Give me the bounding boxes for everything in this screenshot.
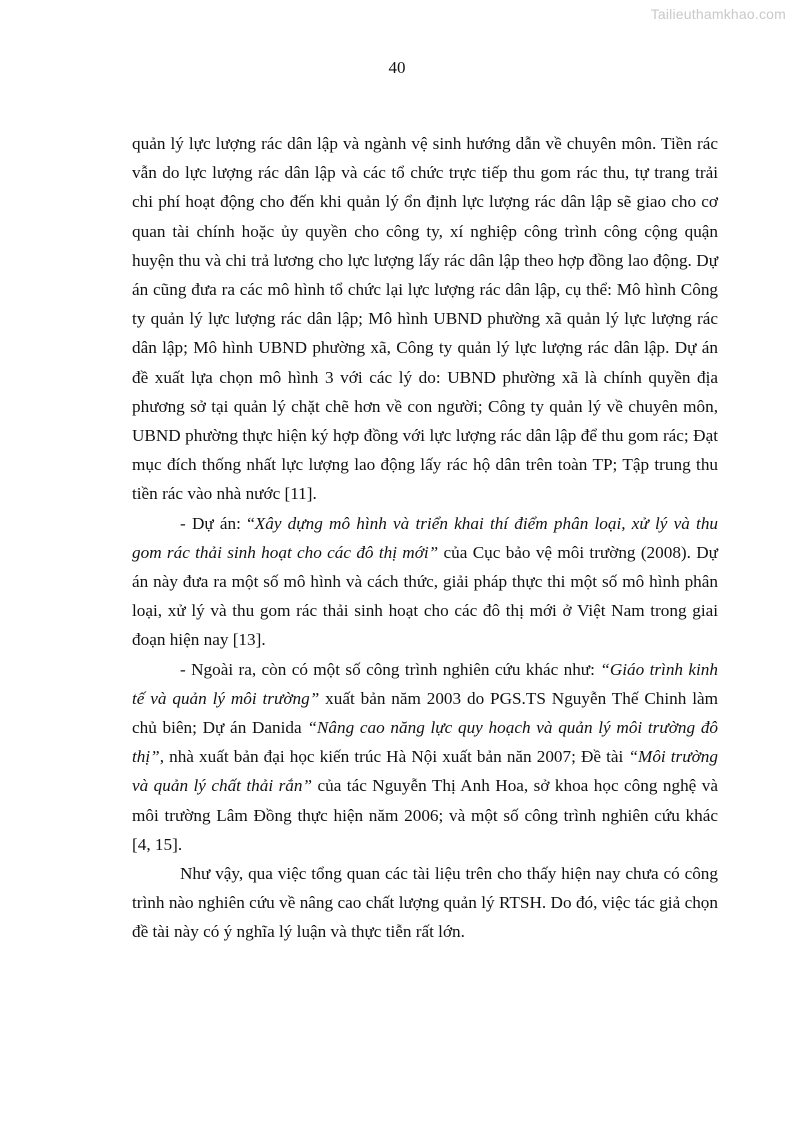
text-line: Công ty quản lý lực lượng rác dân lập. Dự án đề xuất lựa chọn mô hình 3 với bbox=[132, 338, 719, 387]
paragraph-text: , nhà xuất bản đại học kiến trúc Hà Nội xuất bản năn 2007; Đề tài bbox=[159, 747, 629, 767]
work-title: “Giáo trình kinh tế và quản lý môi trường” bbox=[132, 659, 718, 708]
paragraph-1 bbox=[132, 129, 718, 509]
text-line: Tiền rác vẫn do lực lượng rác dân lập và các tổ chức trực tiếp thu gom rác thu, bbox=[132, 134, 718, 183]
paragraph-3 bbox=[132, 655, 718, 859]
text-line: các lý do: UBND phường xã là chính quyền địa phương sở tại quản lý chặt bbox=[132, 367, 719, 416]
paragraph-4 bbox=[132, 859, 718, 947]
text-line: rác vào nhà nước [11]. bbox=[162, 484, 317, 504]
text-line: lập sẽ giao cho cơ quan tài chính hoặc ủy quyền cho công ty, xí nghiệp công bbox=[132, 192, 718, 241]
text-line: UBND phường xã quản lý lực lượng rác dân lập; Mô hình UBND phường xã, bbox=[132, 309, 718, 358]
page-number: 40 bbox=[388, 58, 406, 77]
text-line: trình công cộng quận huyện thu và chi trả lương cho lực lượng lấy rác dân lập bbox=[132, 221, 719, 270]
paragraph-text: của Cục bảo vệ môi trường (2008). Dự án này đưa ra một số mô hình và cách thức, giải pháp thực thi một số mô hình phân loại, xử lý và thu gom rác thải sinh hoạt cho các đô thị mới ở Việt Nam trong giai đoạn hiện nay [13]. bbox=[132, 542, 718, 650]
text-line: hiện ký hợp đồng với lực lượng rác dân lập để thu gom rác; Đạt mục đích bbox=[132, 426, 718, 475]
paragraph-text: Như vậy, qua việc tổng quan các tài liệu trên cho thấy hiện nay chưa có công trình nào nghiên cứu về nâng cao chất lượng quản lý RTSH. Do đó, việc tác giả chọn đề tài này có ý nghĩa lý luận và thực tiễn rất lớn. bbox=[132, 864, 718, 942]
project-title: Xây dựng mô hình và triển khai thí điểm phân loại, xử lý và thu gom rác thải sinh hoạt cho các đô thị mới” bbox=[132, 513, 719, 562]
paragraph-text: - Dự án: “ bbox=[180, 513, 255, 533]
text-line: tự trang trải chi phí hoạt động cho đến khi quản lý ổn định lực lượng rác dân bbox=[132, 163, 718, 212]
text-line: quản lý lực lượng rác dân lập và ngành vệ sinh hướng dẫn về chuyên môn. bbox=[132, 134, 657, 153]
work-title: “Môi trường và quản lý chất thải rắn” bbox=[132, 747, 718, 796]
paragraph-text: xuất bản năm 2003 do PGS.TS Nguyễn Thế Chinh làm chủ biên; Dự án Danida bbox=[132, 688, 718, 738]
paragraph-2 bbox=[132, 509, 718, 655]
watermark: Tailieuthamkhao.com bbox=[650, 6, 786, 22]
text-line: thống nhất lực lượng lao động lấy rác hộ dân trên toàn TP; Tập trung thu tiền bbox=[132, 455, 719, 504]
text-line: theo hợp đồng lao động. Dự án cũng đưa ra các mô hình tổ chức lại lực lượng bbox=[132, 250, 719, 300]
work-title: “Nâng cao năng lực quy hoạch và quản lý môi trường đô thị” bbox=[132, 718, 719, 767]
paragraph-text: của tác Nguyễn Thị Anh Hoa, sở khoa học công nghệ và môi trường Lâm Đồng thực hiện năm 2006; và một số công trình nghiên cứu khác [4, 15]. bbox=[132, 776, 718, 854]
text-line: chẽ hơn về con người; Công ty quản lý về chuyên môn, UBND phường thực bbox=[132, 396, 718, 446]
text-line: rác dân lập, cụ thể: Mô hình Công ty quản lý lực lượng rác dân lập; Mô hình bbox=[132, 280, 719, 329]
paragraph-text: - Ngoài ra, còn có một số công trình nghiên cứu khác như: bbox=[180, 659, 601, 679]
document-body bbox=[132, 129, 718, 947]
